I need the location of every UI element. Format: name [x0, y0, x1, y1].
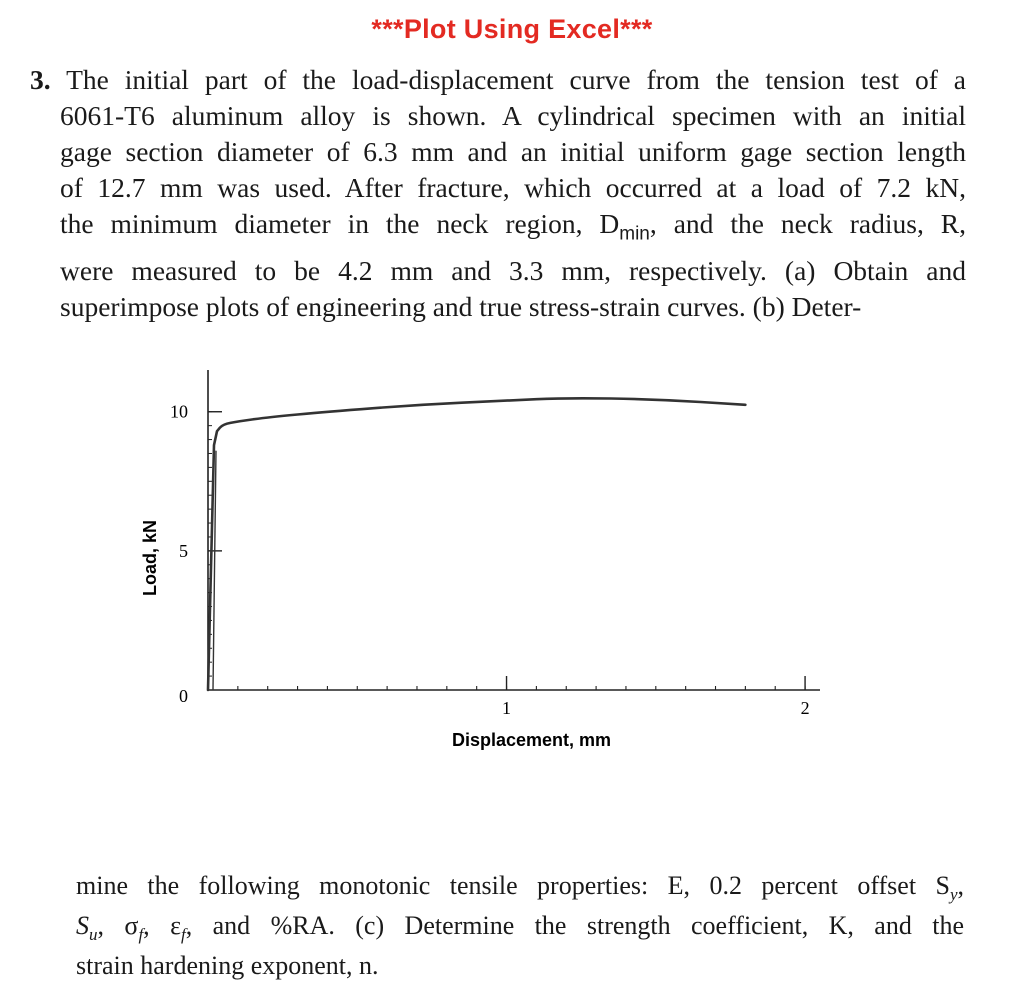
- eps-f-symbol: , ε: [143, 911, 181, 941]
- problem-line-7: superimpose plots of engineering and true stress-strain curves. (b) Deter-: [60, 290, 862, 322]
- chart-axes: [208, 370, 820, 690]
- sy-subscript: y: [949, 885, 958, 905]
- sigma-f-subscript: f: [138, 925, 144, 945]
- problem-line-6: were measured to be 4.2 mm and 3.3 mm, respectively. (a) Obtain and: [60, 254, 966, 286]
- su-symbol: S: [76, 911, 89, 941]
- eps-f-subscript: f: [181, 925, 186, 945]
- problem-text-5a: the minimum diameter in the neck region, D: [60, 208, 620, 239]
- y-axis-label: Load, kN: [140, 519, 160, 597]
- y-tick-label: 10: [170, 401, 188, 422]
- problem-text-1: The initial part of the load-displacement curve from the tension test of a: [66, 64, 966, 95]
- cont-text-1: mine the following monotonic tensile properties: E, 0.2 percent offset S: [76, 871, 950, 900]
- x-tick-label: 2: [800, 698, 810, 718]
- y-tick-label: 5: [179, 540, 188, 561]
- continuation-line-1: [76, 870, 964, 910]
- problem-line-4: of 12.7 mm was used. After fracture, which occurred at a load of 7.2 kN,: [60, 172, 966, 203]
- chart-labels: [140, 402, 810, 750]
- load-displacement-figure: [120, 360, 840, 765]
- chart-marks: [208, 398, 745, 690]
- problem-continuation: [76, 870, 964, 981]
- plot-using-excel-banner: ***Plot Using Excel***: [371, 14, 653, 44]
- d-min-subscript: min: [619, 223, 650, 245]
- load-displacement-curve: [208, 398, 745, 690]
- problem-line-5: [30, 206, 966, 253]
- problem-line-3: gage section diameter of 6.3 mm and an initial uniform gage section length: [60, 136, 966, 167]
- problem-text-5b: , and the neck radius, R,: [649, 208, 966, 239]
- x-axis-label: Displacement, mm: [452, 730, 612, 750]
- load-displacement-chart: [120, 360, 840, 760]
- cont-text-1b: ,: [957, 871, 964, 900]
- problem-statement: [30, 62, 966, 325]
- continuation-line-2: [76, 910, 964, 950]
- x-tick-label: 1: [502, 698, 512, 718]
- cont-text-2: , and %RA. (c) Determine the strength coefficient, K, and the: [185, 911, 965, 941]
- su-subscript: u: [89, 925, 98, 945]
- problem-line-2: 6061-T6 aluminum alloy is shown. A cylindrical specimen with an initial: [60, 100, 966, 131]
- problem-line-1: [30, 62, 966, 98]
- y-tick-label: 0: [179, 686, 188, 706]
- sigma-f-symbol: , σ: [97, 911, 139, 941]
- problem-number: 3.: [30, 64, 51, 95]
- continuation-line-3: strain hardening exponent, n.: [76, 951, 379, 981]
